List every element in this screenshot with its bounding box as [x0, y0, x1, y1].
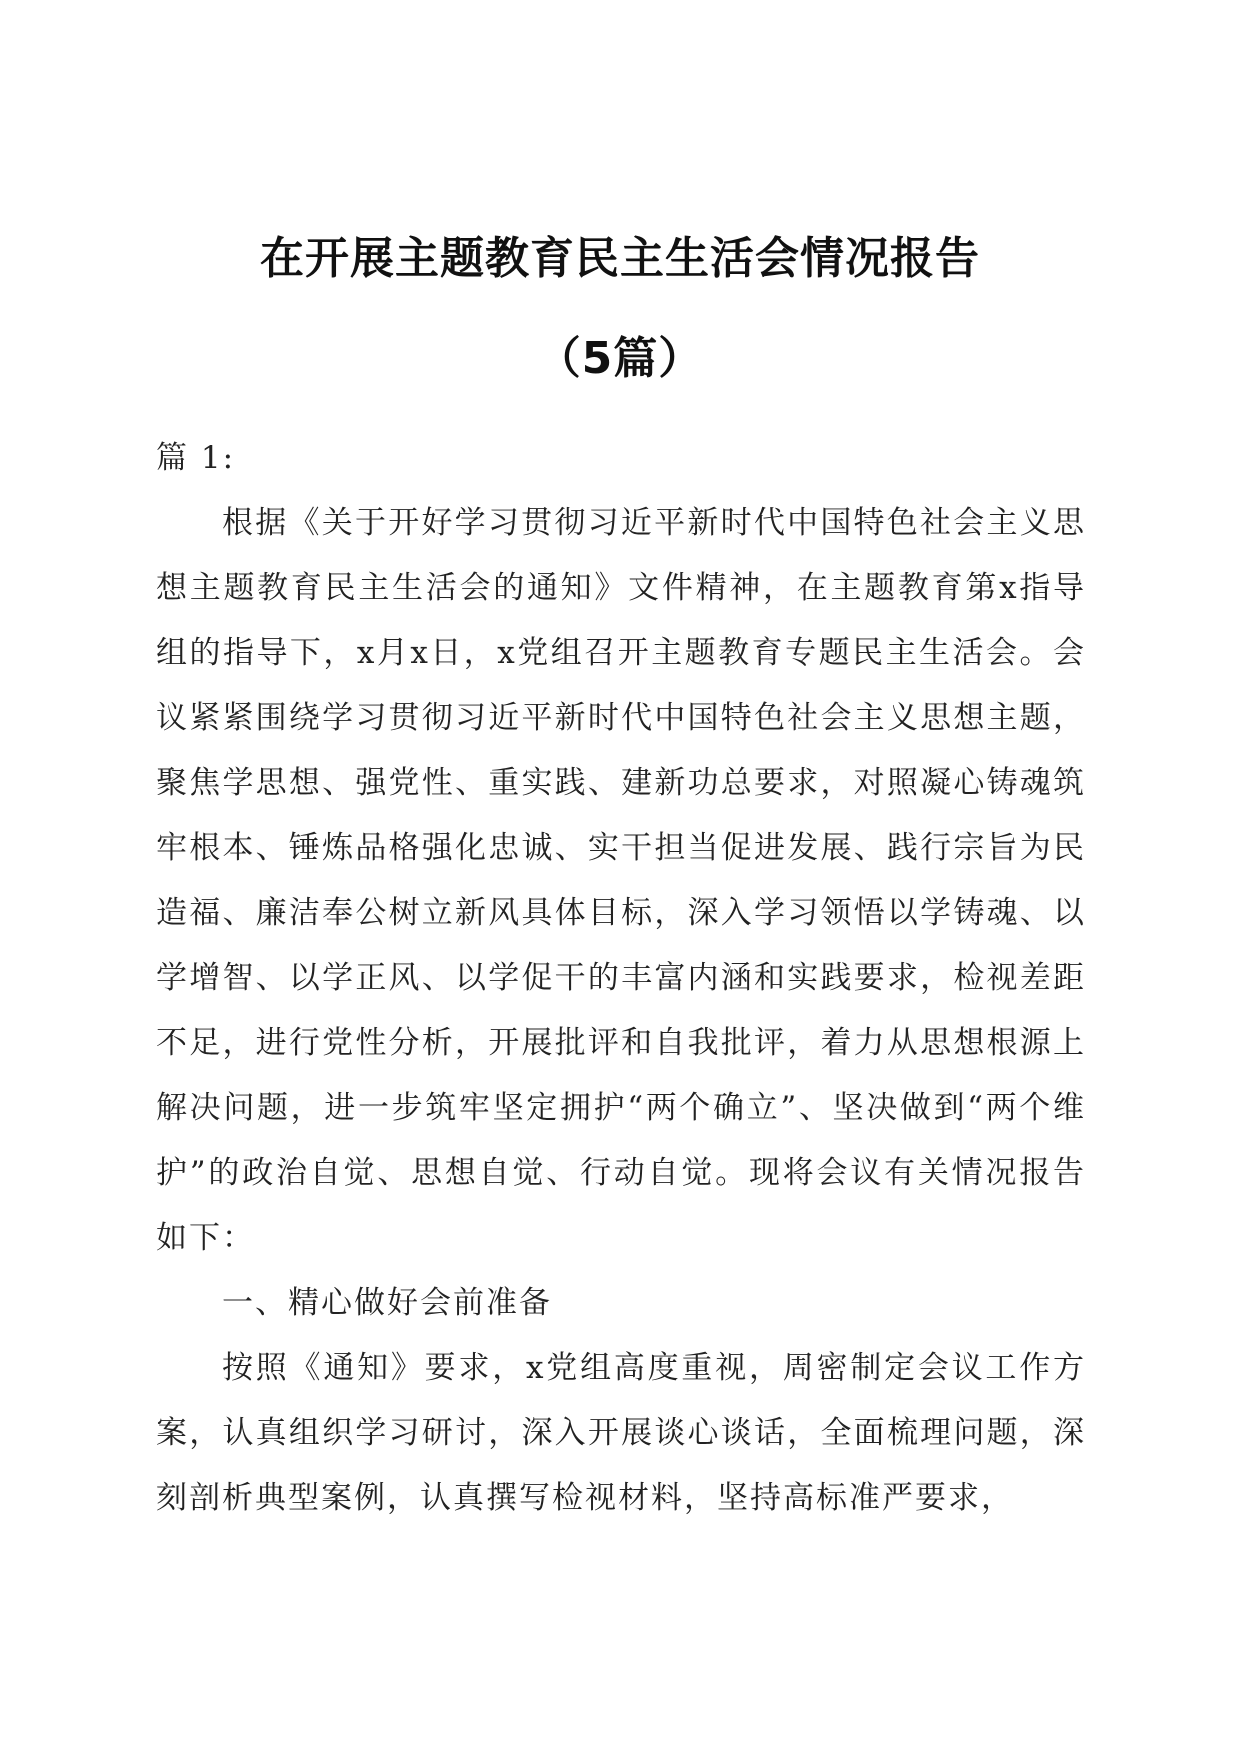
paragraph-intro: 根据《关于开好学习贯彻习近平新时代中国特色社会主义思想主题教育民主生活会的通知》文件精神，在主题教育第x指导组的指导下，x月x日，x党组召开主题教育专题民主生活会。会议紧紧围绕学习贯彻习近平新时代中国特色社会主义思想主题，聚焦学思想、强党性、重实践、建新功总要求，对照凝心铸魂筑牢根本、锤炼品格强化忠诚、实干担当促进发展、践行宗旨为民造福、廉洁奉公树立新风具体目标，深入学习领悟以学铸魂、以学增智、以学正风、以学促干的丰富内涵和实践要求，检视差距不足，进行党性分析，开展批评和自我批评，着力从思想根源上解决问题，进一步筑牢坚定拥护“两个确立”、坚决做到“两个维护”的政治自觉、思想自觉、行动自觉。现将会议有关情况报告如下：: [156, 505, 1086, 1256]
document-title: 在开展主题教育民主生活会情况报告: [260, 233, 980, 284]
section-label: 篇 1:: [156, 440, 236, 476]
document-body: [156, 426, 1086, 1531]
paragraph-preparation: 按照《通知》要求，x党组高度重视，周密制定会议工作方案，认真组织学习研讨，深入开展谈心谈话，全面梳理问题，深刻剖析典型案例，认真撰写检视材料，坚持高标准严要求，: [156, 1350, 1086, 1516]
document-subtitle: （5篇）: [536, 333, 704, 384]
section-heading: 一、精心做好会前准备: [222, 1285, 552, 1321]
